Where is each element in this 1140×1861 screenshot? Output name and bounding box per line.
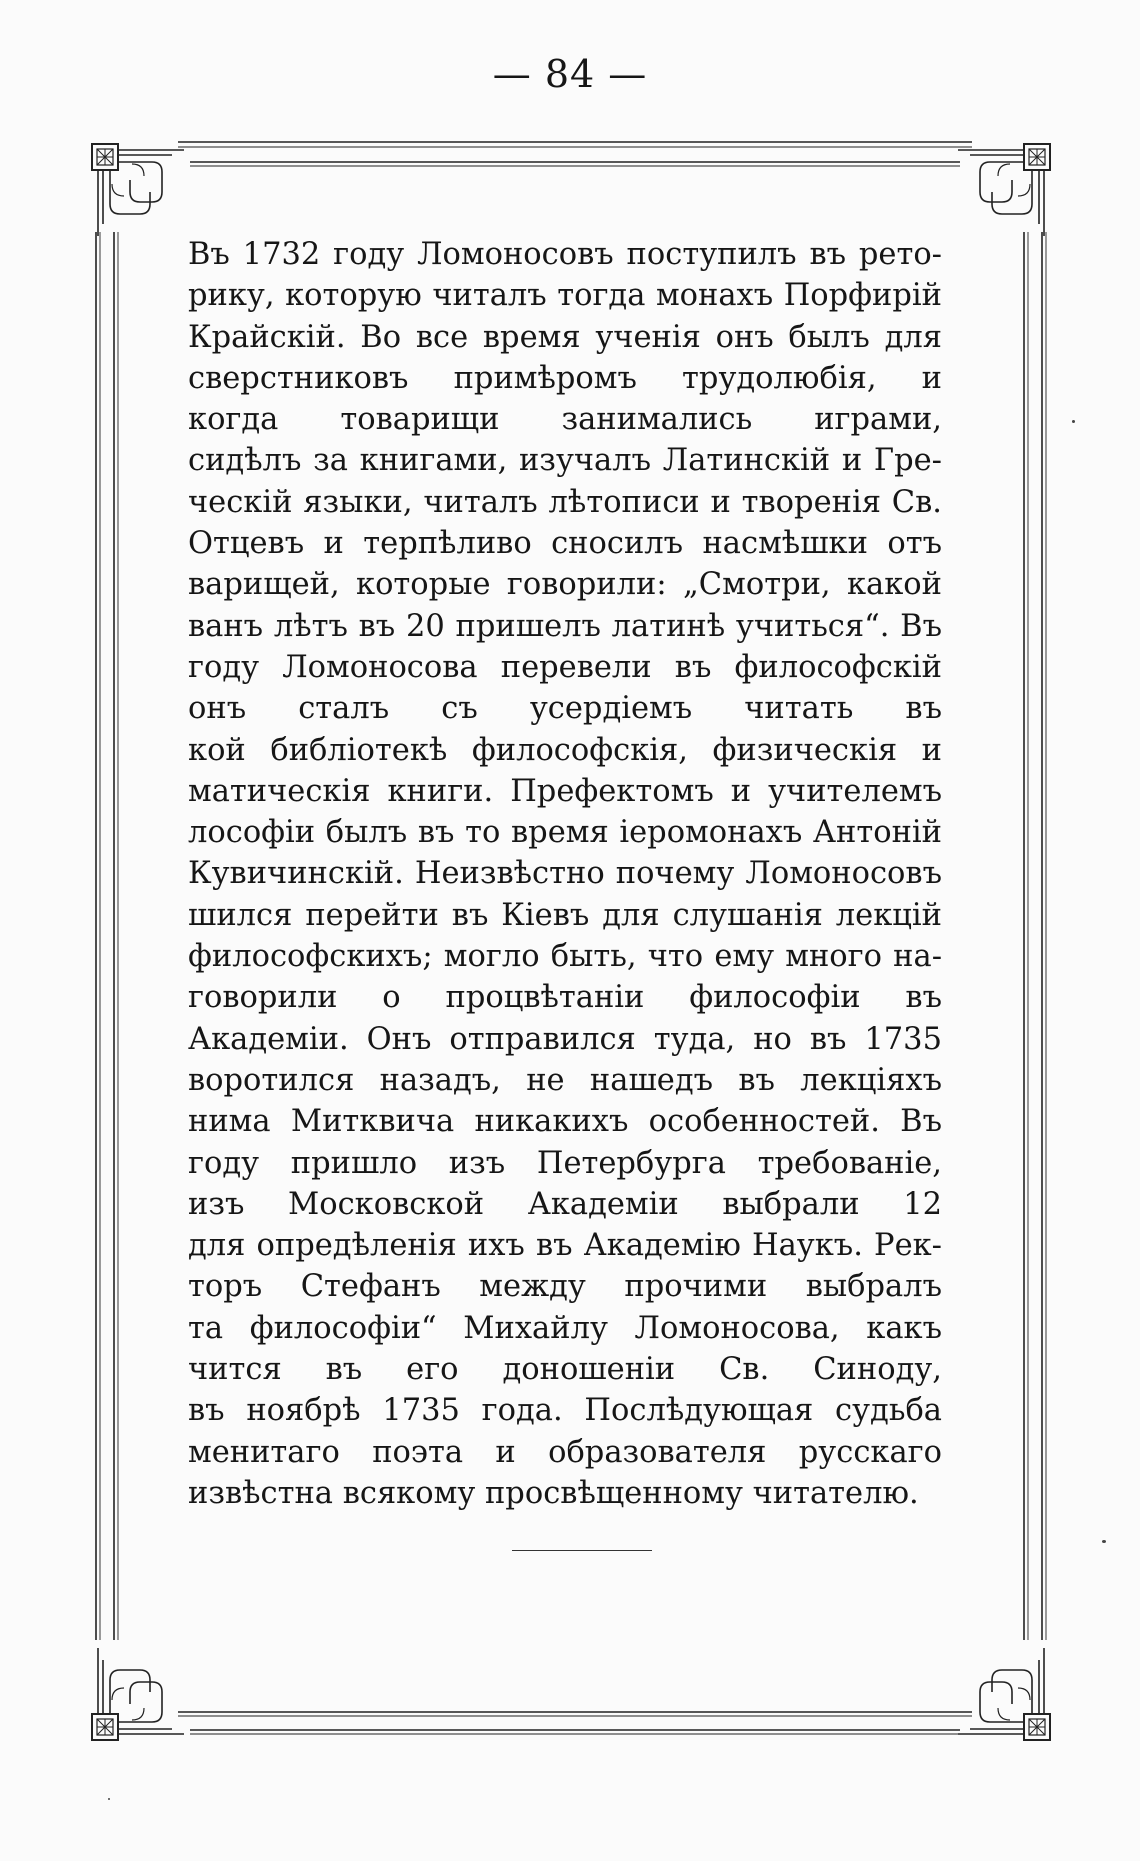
body-text [188, 234, 942, 1514]
text-line: варищей, которые говорили: „Смотри, какой [188, 567, 942, 603]
text-line: изъ Московской Академіи выбрали 12 [188, 1186, 942, 1222]
text-line: Кувичинскій. Неизвѣстно почему Ломоносовъ [188, 856, 942, 892]
end-rule [512, 1550, 652, 1551]
text-line: году Ломоносова перевели въ философскій [188, 649, 942, 685]
text-line: сверстниковъ примѣромъ трудолюбія, и [188, 360, 942, 396]
text-line: шился перейти въ Кіевъ для слушанія лекцій [188, 897, 942, 933]
text-line-last: извѣстна всякому просвѣщенному читателю. [188, 1475, 919, 1511]
text-line: кой библіотекѣ философскія, физическія и [188, 732, 942, 768]
text-line: говорили о процвѣтаніи философіи въ [188, 980, 942, 1016]
text-line: онъ сталъ съ усердіемъ читать въ [188, 691, 942, 727]
text-line: менитаго поэта и образователя русскаго [188, 1434, 942, 1470]
text-line: воротился назадъ, не нашедъ въ лекціяхъ [188, 1062, 942, 1098]
text-line: году пришло изъ Петербурга требованіе, [188, 1145, 942, 1181]
text-line: ванъ лѣтъ въ 20 пришелъ латинѣ учиться“. Въ [188, 608, 942, 644]
text-line: Крайскій. Во все время ученія онъ былъ для [188, 319, 942, 355]
text-line: философскихъ; могло быть, что ему много на- [188, 939, 942, 975]
text-line: Въ 1732 году Ломоносовъ поступилъ въ рето- [188, 237, 942, 272]
text-line: нима Митквича никакихъ особенностей. Въ [188, 1104, 942, 1140]
page-number: — 84 — [492, 52, 648, 96]
text-line: рику, которую читалъ тогда монахъ Порфирій [188, 278, 942, 314]
print-speck [1102, 1540, 1106, 1543]
print-speck [108, 1798, 110, 1800]
text-line: матическія книги. Префектомъ и учителемъ [188, 773, 942, 809]
text-line: Академіи. Онъ отправился туда, но въ 1735 [188, 1021, 942, 1057]
text-line: та философіи“ Михайлу Ломоносова, какъ [188, 1310, 942, 1346]
print-speck [1072, 420, 1075, 423]
text-line: когда товарищи занимались играми, [188, 402, 942, 438]
text-line: сидѣлъ за книгами, изучалъ Латинскій и Гре- [188, 443, 942, 479]
text-line: ческій языки, читалъ лѣтописи и творенія Св. [188, 484, 942, 520]
text-line: чится въ его доношеніи Св. Синоду, [188, 1352, 942, 1388]
text-line: Отцевъ и терпѣливо сносилъ насмѣшки отъ [188, 526, 942, 562]
text-line: въ ноябрѣ 1735 года. Послѣдующая судьба [188, 1393, 942, 1429]
text-line: лософіи былъ въ то время іеромонахъ Антоній [188, 815, 942, 851]
text-line: для опредѣленія ихъ въ Академію Наукъ. Рек- [188, 1228, 942, 1264]
text-line: торъ Стефанъ между прочими выбралъ [188, 1269, 942, 1305]
